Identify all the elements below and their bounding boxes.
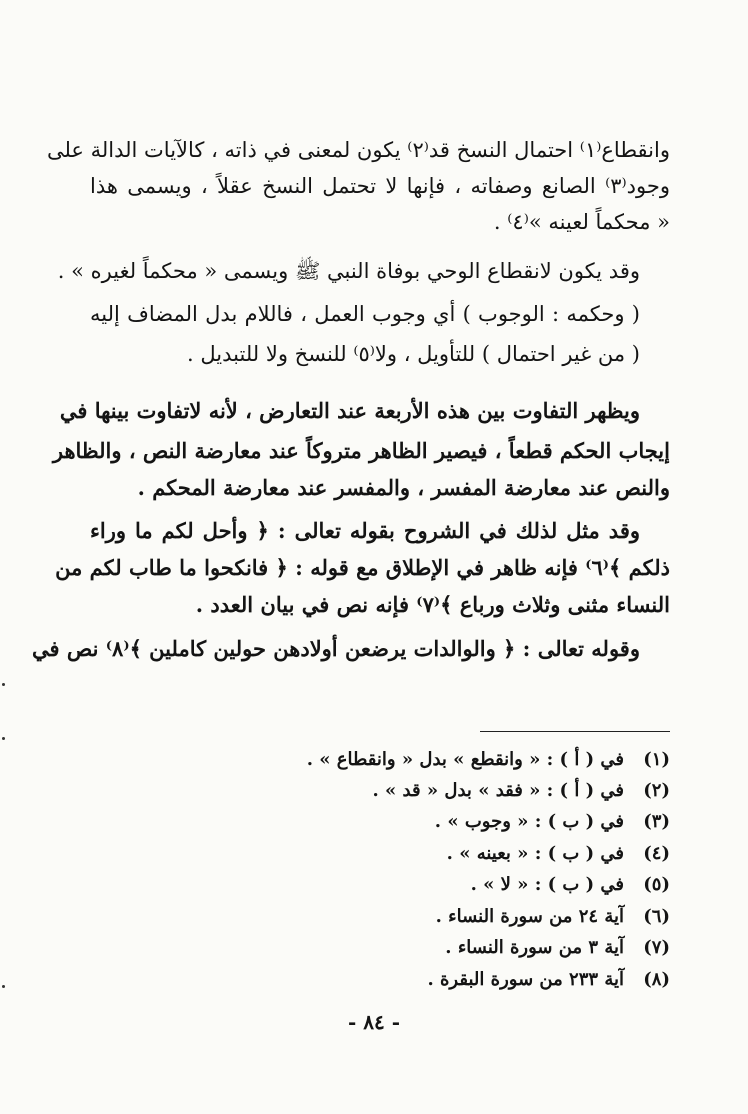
scan-speck bbox=[2, 985, 5, 988]
footnote-text: آية ٣ من سورة النساء . bbox=[445, 937, 624, 958]
body-line: وقد مثل لذلك في الشروح بقوله تعالى : ﴿ وأحل لكم ما وراء bbox=[90, 518, 640, 543]
body-line: ويظهر التفاوت بين هذه الأربعة عند التعارض ، لأنه لاتفاوت بينها في bbox=[59, 398, 640, 423]
body-line: ( من غير احتمال ) للتأويل ، ولا⁽٥⁾ للنسخ ولا للتبديل . bbox=[187, 342, 640, 366]
footnote-item bbox=[110, 902, 670, 932]
body-line: ذلكم ﴾⁽٦⁾ فإنه ظاهر في الإطلاق مع قوله : ﴿ فانكحوا ما طاب لكم من bbox=[55, 555, 670, 580]
body-line: والنص عند معارضة المفسر ، والمفسر عند معارضة المحكم . bbox=[137, 475, 670, 500]
footnote-item bbox=[110, 839, 670, 869]
footnote-text: آية ٢٤ من سورة النساء . bbox=[435, 906, 624, 927]
scan-speck bbox=[2, 737, 5, 740]
footnote-number: (٥) bbox=[643, 874, 670, 895]
body-line: وانقطاع⁽١⁾ احتمال النسخ قد⁽٢⁾ يكون لمعنى في ذاته ، كالآيات الدالة على bbox=[46, 138, 670, 162]
page-number: - ٨٤ - bbox=[347, 1010, 400, 1034]
body-line: وقد يكون لانقطاع الوحي بوفاة النبي ﷺ ويسمى « محكماً لغيره » . bbox=[57, 259, 640, 283]
body-line: إيجاب الحكم قطعاً ، فيصير الظاهر متروكاً عند معارضة النص ، والظاهر bbox=[52, 438, 670, 463]
footnote-number: (٧) bbox=[643, 937, 670, 958]
footnote-item bbox=[110, 745, 670, 775]
scan-speck bbox=[2, 683, 5, 686]
body-line: وجود⁽٣⁾ الصانع وصفاته ، فإنها لا تحتمل النسخ عقلاً ، ويسمى هذا bbox=[90, 174, 670, 198]
footnote-text: في ( أ ) : « وانقطع » بدل « وانقطاع » . bbox=[306, 749, 624, 770]
footnote-number: (٢) bbox=[643, 780, 670, 801]
footnote-number: (١) bbox=[643, 749, 670, 770]
footnote-text: في ( أ ) : « فقد » بدل « قد » . bbox=[372, 780, 624, 801]
body-line: ( وحكمه : الوجوب ) أي وجوب العمل ، فاللام بدل المضاف إليه bbox=[90, 302, 640, 326]
footnote-item bbox=[110, 933, 670, 963]
body-line: « محكماً لعينه »⁽٤⁾ . bbox=[493, 210, 670, 234]
footnote-number: (٦) bbox=[643, 906, 670, 927]
footnote-text: آية ٢٣٣ من سورة البقرة . bbox=[427, 969, 624, 990]
footnote-item bbox=[110, 870, 670, 900]
footnote-text: في ( ب ) : « وجوب » . bbox=[434, 811, 624, 832]
footnote-text: في ( ب ) : « بعينه » . bbox=[446, 843, 624, 864]
body-line: وقوله تعالى : ﴿ والوالدات يرضعن أولادهن حولين كاملين ﴾⁽٨⁾ نص في bbox=[32, 636, 640, 661]
footnote-item bbox=[110, 807, 670, 837]
footnote-text: في ( ب ) : « لا » . bbox=[470, 874, 624, 895]
footnote-divider bbox=[480, 731, 670, 732]
footnote-number: (٣) bbox=[643, 811, 670, 832]
footnote-item bbox=[110, 965, 670, 995]
footnote-number: (٤) bbox=[643, 843, 670, 864]
footnote-item bbox=[110, 776, 670, 806]
body-line: النساء مثنى وثلاث ورباع ﴾⁽٧⁾ فإنه نص في بيان العدد . bbox=[195, 592, 670, 617]
footnote-number: (٨) bbox=[643, 969, 670, 990]
